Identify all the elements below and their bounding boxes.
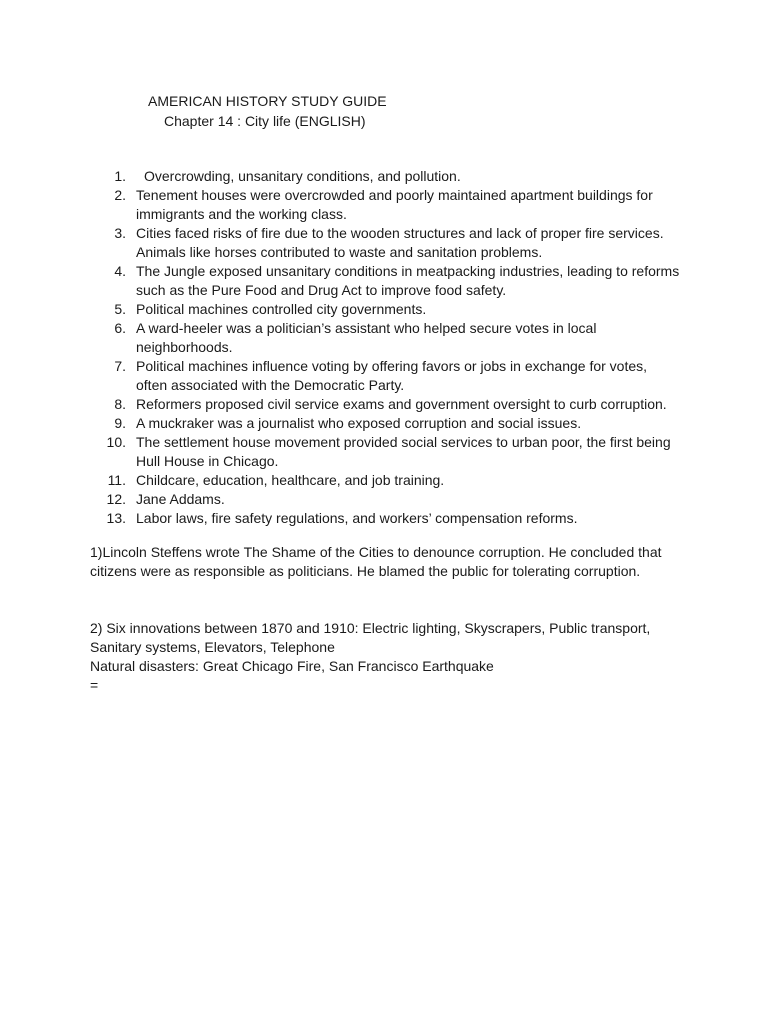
list-item-text: The settlement house movement provided social services to urban poor, the first being Hull House in Chicago. <box>136 434 671 469</box>
list-item-number: 11. <box>107 472 126 488</box>
list-item <box>100 471 680 490</box>
list-item <box>100 509 680 528</box>
list-item-text: A muckraker was a journalist who exposed corruption and social issues. <box>136 415 582 431</box>
list-item <box>100 224 680 262</box>
paragraph-steffens <box>90 543 670 581</box>
paragraph-text: Natural disasters: Great Chicago Fire, San Francisco Earthquake <box>90 658 494 674</box>
list-item-number: 9. <box>114 415 126 431</box>
list-item-number: 5. <box>114 301 126 317</box>
list-item <box>100 395 680 414</box>
paragraph-innovations <box>90 619 670 695</box>
list-item-text: Political machines influence voting by offering favors or jobs in exchange for votes, often associated with the Democratic Party. <box>136 358 648 393</box>
list-item <box>100 262 680 300</box>
list-item-text: Cities faced risks of fire due to the wooden structures and lack of proper fire services. Animals like horses contributed to waste and sanitation problems. <box>136 225 664 260</box>
list-item-number: 2. <box>114 187 126 203</box>
list-item-number: 10. <box>106 434 126 450</box>
list-item-number: 4. <box>114 263 126 279</box>
list-item-number: 7. <box>114 358 126 374</box>
list-item-number: 13. <box>106 510 126 526</box>
list-item-text: A ward-heeler was a politician’s assistant who helped secure votes in local neighborhoods. <box>136 320 597 355</box>
paragraph-text: 1)Lincoln Steffens wrote The Shame of the Cities to denounce corruption. He concluded that citizens were as responsible as politicians. He blamed the public for tolerating corruption. <box>90 544 662 579</box>
list-item-text: Overcrowding, unsanitary conditions, and pollution. <box>144 168 461 184</box>
list-item <box>100 414 680 433</box>
list-item <box>100 357 680 395</box>
answer-list <box>100 167 680 528</box>
list-item-text: Tenement houses were overcrowded and poorly maintained apartment buildings for immigrants and the working class. <box>136 187 653 222</box>
document-subtitle: Chapter 14 : City life (ENGLISH) <box>164 113 366 129</box>
document-title: AMERICAN HISTORY STUDY GUIDE <box>148 93 387 109</box>
list-item <box>100 167 680 186</box>
list-item <box>100 186 680 224</box>
list-item <box>100 490 680 509</box>
list-item-text: Jane Addams. <box>136 491 225 507</box>
list-item-text: Political machines controlled city governments. <box>136 301 427 317</box>
list-item-number: 3. <box>114 225 126 241</box>
paragraph-text: 2) Six innovations between 1870 and 1910: Electric lighting, Skyscrapers, Public transport, Sanitary systems, Elevators, Telephone <box>90 620 651 655</box>
list-item-text: Labor laws, fire safety regulations, and workers’ compensation reforms. <box>136 510 578 526</box>
paragraph-text: = <box>90 677 99 693</box>
list-item-number: 8. <box>114 396 126 412</box>
list-item-number: 6. <box>114 320 126 336</box>
list-item-number: 12. <box>106 491 126 507</box>
list-item-text: Childcare, education, healthcare, and job training. <box>136 472 445 488</box>
list-item <box>100 433 680 471</box>
list-item-number: 1. <box>114 168 126 184</box>
list-item-text: Reformers proposed civil service exams and government oversight to curb corruption. <box>136 396 667 412</box>
list-item <box>100 319 680 357</box>
list-item-text: The Jungle exposed unsanitary conditions in meatpacking industries, leading to reforms such as the Pure Food and Drug Act to improve food safety. <box>136 263 680 298</box>
list-item <box>100 300 680 319</box>
